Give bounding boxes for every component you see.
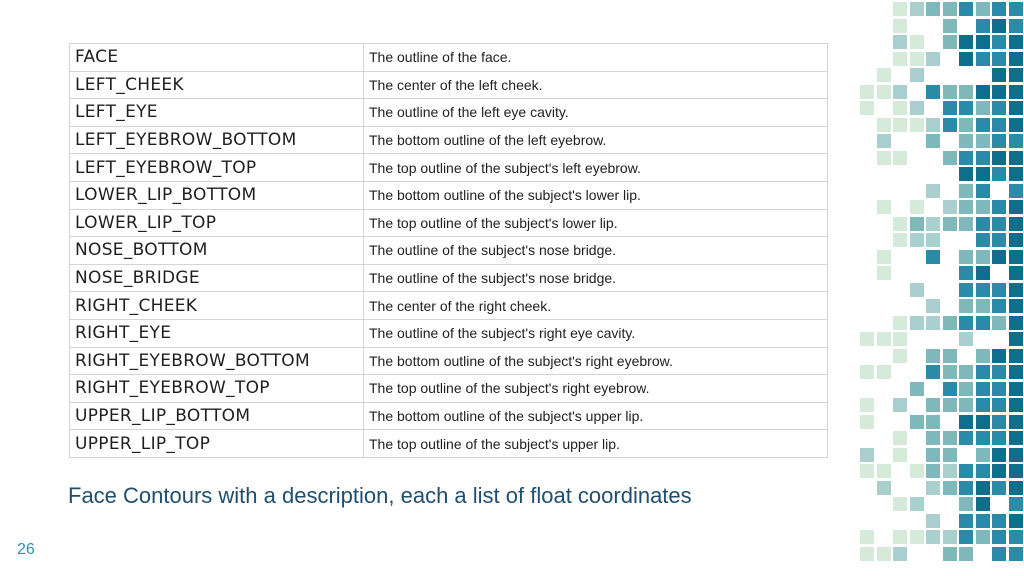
contour-name-cell: RIGHT_EYE	[70, 319, 364, 347]
mosaic-tile	[860, 398, 874, 412]
mosaic-tile	[976, 530, 990, 544]
mosaic-tile	[910, 283, 924, 297]
mosaic-tile	[943, 151, 957, 165]
mosaic-tile	[860, 547, 874, 561]
mosaic-tile	[1009, 233, 1023, 247]
mosaic-tile	[893, 35, 907, 49]
contour-description-cell: The outline of the subject's nose bridge.	[364, 264, 828, 292]
mosaic-tile	[926, 415, 940, 429]
mosaic-tile	[1009, 134, 1023, 148]
mosaic-tile	[893, 448, 907, 462]
mosaic-tile	[926, 481, 940, 495]
mosaic-tile	[992, 118, 1006, 132]
mosaic-tile	[893, 233, 907, 247]
mosaic-tile	[910, 118, 924, 132]
mosaic-tile	[893, 431, 907, 445]
mosaic-tile	[910, 68, 924, 82]
mosaic-tile	[976, 497, 990, 511]
contour-name-cell: RIGHT_EYEBROW_TOP	[70, 375, 364, 403]
contour-description-cell: The bottom outline of the left eyebrow.	[364, 126, 828, 154]
mosaic-tile	[943, 217, 957, 231]
mosaic-tile	[926, 464, 940, 478]
mosaic-tile	[959, 266, 973, 280]
mosaic-tile	[976, 266, 990, 280]
mosaic-tile	[992, 514, 1006, 528]
mosaic-tile	[926, 217, 940, 231]
mosaic-tile	[893, 497, 907, 511]
table-row	[70, 209, 828, 237]
mosaic-tile	[959, 365, 973, 379]
mosaic-tile	[992, 530, 1006, 544]
mosaic-tile	[992, 217, 1006, 231]
mosaic-tile	[926, 530, 940, 544]
mosaic-tile	[992, 464, 1006, 478]
contour-name-cell: UPPER_LIP_BOTTOM	[70, 402, 364, 430]
mosaic-tile	[959, 151, 973, 165]
mosaic-tile	[893, 547, 907, 561]
mosaic-tile	[1009, 415, 1023, 429]
mosaic-tile	[992, 101, 1006, 115]
mosaic-tile	[943, 316, 957, 330]
contour-description-cell: The outline of the face.	[364, 44, 828, 72]
mosaic-tile	[943, 530, 957, 544]
contour-name-cell: RIGHT_CHEEK	[70, 292, 364, 320]
contour-name-cell: NOSE_BOTTOM	[70, 237, 364, 265]
mosaic-tile	[959, 118, 973, 132]
contour-description-cell: The outline of the subject's right eye cavity.	[364, 319, 828, 347]
contour-description-cell: The bottom outline of the subject's lower lip.	[364, 181, 828, 209]
mosaic-tile	[943, 365, 957, 379]
mosaic-tile	[926, 134, 940, 148]
mosaic-tile	[976, 431, 990, 445]
mosaic-tile	[910, 35, 924, 49]
mosaic-tile	[1009, 283, 1023, 297]
mosaic-tile	[959, 52, 973, 66]
contour-description-cell: The top outline of the subject's lower lip.	[364, 209, 828, 237]
mosaic-tile	[910, 415, 924, 429]
mosaic-tile	[943, 200, 957, 214]
mosaic-tile	[910, 52, 924, 66]
mosaic-tile	[926, 233, 940, 247]
mosaic-tile	[926, 398, 940, 412]
mosaic-tile	[976, 167, 990, 181]
mosaic-tile	[992, 2, 1006, 16]
mosaic-tile	[1009, 316, 1023, 330]
mosaic-tile	[992, 547, 1006, 561]
contour-name-cell: LOWER_LIP_TOP	[70, 209, 364, 237]
mosaic-tile	[1009, 530, 1023, 544]
table-row	[70, 181, 828, 209]
contour-name-cell: FACE	[70, 44, 364, 72]
mosaic-tile	[976, 35, 990, 49]
mosaic-tile	[893, 101, 907, 115]
mosaic-tile	[1009, 35, 1023, 49]
mosaic-tile	[926, 118, 940, 132]
mosaic-tile	[992, 349, 1006, 363]
mosaic-tile	[926, 52, 940, 66]
mosaic-tile	[1009, 398, 1023, 412]
mosaic-tile	[877, 68, 891, 82]
mosaic-tile	[959, 217, 973, 231]
mosaic-tile	[992, 68, 1006, 82]
mosaic-tile	[992, 52, 1006, 66]
mosaic-tile	[1009, 431, 1023, 445]
mosaic-tile	[1009, 481, 1023, 495]
mosaic-tile	[1009, 299, 1023, 313]
mosaic-tile	[893, 530, 907, 544]
mosaic-tile	[926, 184, 940, 198]
mosaic-tile	[877, 464, 891, 478]
mosaic-tile	[992, 151, 1006, 165]
mosaic-tile	[926, 431, 940, 445]
table-row	[70, 292, 828, 320]
mosaic-tile	[959, 514, 973, 528]
mosaic-tile	[992, 481, 1006, 495]
mosaic-tile	[926, 2, 940, 16]
mosaic-tile	[992, 167, 1006, 181]
mosaic-tile	[860, 415, 874, 429]
contour-description-cell: The center of the right cheek.	[364, 292, 828, 320]
mosaic-tile	[959, 481, 973, 495]
mosaic-tile	[1009, 167, 1023, 181]
mosaic-tile	[893, 398, 907, 412]
mosaic-tile	[959, 431, 973, 445]
table-row	[70, 99, 828, 127]
mosaic-tile	[877, 200, 891, 214]
mosaic-tile	[959, 200, 973, 214]
mosaic-tile	[943, 547, 957, 561]
slide-caption: Face Contours with a description, each a list of float coordinates	[68, 483, 692, 508]
mosaic-tile	[959, 497, 973, 511]
mosaic-tile	[976, 19, 990, 33]
mosaic-tile	[893, 316, 907, 330]
mosaic-tile	[910, 316, 924, 330]
mosaic-tile	[976, 2, 990, 16]
contour-description-cell: The bottom outline of the subject's right eyebrow.	[364, 347, 828, 375]
mosaic-tile	[959, 283, 973, 297]
page-number: 26	[17, 541, 35, 558]
mosaic-tile	[910, 382, 924, 396]
mosaic-tile	[926, 85, 940, 99]
table-row	[70, 347, 828, 375]
mosaic-tile	[992, 85, 1006, 99]
table-row	[70, 264, 828, 292]
mosaic-tile	[926, 349, 940, 363]
mosaic-tile	[976, 85, 990, 99]
mosaic-tile	[1009, 250, 1023, 264]
mosaic-tile	[910, 2, 924, 16]
contour-name-cell: LEFT_EYEBROW_BOTTOM	[70, 126, 364, 154]
mosaic-tile	[926, 316, 940, 330]
mosaic-tile	[893, 19, 907, 33]
mosaic-tile	[976, 217, 990, 231]
mosaic-tile	[976, 101, 990, 115]
mosaic-tile	[1009, 52, 1023, 66]
mosaic-tile	[877, 134, 891, 148]
table-row	[70, 126, 828, 154]
mosaic-tile	[959, 530, 973, 544]
mosaic-tile	[910, 530, 924, 544]
mosaic-tile	[1009, 151, 1023, 165]
mosaic-tile	[959, 101, 973, 115]
mosaic-tile	[877, 250, 891, 264]
table-body	[70, 44, 828, 458]
mosaic-tile	[1009, 332, 1023, 346]
mosaic-tile	[992, 448, 1006, 462]
mosaic-tile	[926, 299, 940, 313]
mosaic-tile	[959, 35, 973, 49]
mosaic-tile	[1009, 382, 1023, 396]
mosaic-tile	[976, 481, 990, 495]
mosaic-tile	[1009, 497, 1023, 511]
mosaic-tile	[976, 233, 990, 247]
mosaic-tile	[959, 299, 973, 313]
mosaic-tile	[976, 365, 990, 379]
mosaic-tile	[976, 316, 990, 330]
table-row	[70, 44, 828, 72]
mosaic-tile	[1009, 349, 1023, 363]
mosaic-tile	[976, 250, 990, 264]
mosaic-tile	[959, 250, 973, 264]
contour-description-cell: The outline of the left eye cavity.	[364, 99, 828, 127]
mosaic-tile	[976, 349, 990, 363]
mosaic-tile	[943, 448, 957, 462]
mosaic-tile	[910, 217, 924, 231]
mosaic-tile	[992, 299, 1006, 313]
mosaic-tile	[992, 316, 1006, 330]
mosaic-tile	[893, 118, 907, 132]
mosaic-tile	[1009, 365, 1023, 379]
mosaic-tile	[1009, 19, 1023, 33]
mosaic-tile	[860, 332, 874, 346]
contour-name-cell: RIGHT_EYEBROW_BOTTOM	[70, 347, 364, 375]
mosaic-tile	[893, 52, 907, 66]
mosaic-tile	[976, 283, 990, 297]
mosaic-tile	[976, 184, 990, 198]
mosaic-tile	[1009, 184, 1023, 198]
mosaic-tile	[910, 101, 924, 115]
mosaic-tile	[976, 464, 990, 478]
table-row	[70, 402, 828, 430]
mosaic-tile	[1009, 68, 1023, 82]
mosaic-tile	[893, 349, 907, 363]
mosaic-tile	[1009, 85, 1023, 99]
mosaic-tile	[992, 382, 1006, 396]
mosaic-tile	[992, 431, 1006, 445]
mosaic-tile	[943, 2, 957, 16]
mosaic-tile	[976, 299, 990, 313]
mosaic-tile	[943, 19, 957, 33]
mosaic-tile	[893, 85, 907, 99]
contour-description-cell: The top outline of the subject's left eyebrow.	[364, 154, 828, 182]
mosaic-tile	[877, 85, 891, 99]
contour-description-cell: The center of the left cheek.	[364, 71, 828, 99]
mosaic-tile	[976, 514, 990, 528]
mosaic-tile	[959, 382, 973, 396]
mosaic-tile	[877, 481, 891, 495]
mosaic-tile	[976, 118, 990, 132]
contour-description-cell: The top outline of the subject's upper lip.	[364, 430, 828, 458]
table-row	[70, 430, 828, 458]
mosaic-tile	[959, 2, 973, 16]
contours-table	[69, 43, 828, 458]
contour-description-cell: The bottom outline of the subject's upper lip.	[364, 402, 828, 430]
mosaic-tile	[910, 464, 924, 478]
mosaic-tile	[893, 151, 907, 165]
contour-description-cell: The top outline of the subject's right eyebrow.	[364, 375, 828, 403]
contour-name-cell: UPPER_LIP_TOP	[70, 430, 364, 458]
mosaic-tile	[976, 398, 990, 412]
mosaic-tile	[860, 85, 874, 99]
mosaic-tile	[959, 464, 973, 478]
contour-name-cell: LEFT_EYE	[70, 99, 364, 127]
mosaic-tile	[877, 365, 891, 379]
mosaic-tile	[992, 250, 1006, 264]
mosaic-tile	[976, 448, 990, 462]
mosaic-tile	[860, 101, 874, 115]
contour-description-cell: The outline of the subject's nose bridge.	[364, 237, 828, 265]
mosaic-tile	[943, 481, 957, 495]
mosaic-tile	[860, 448, 874, 462]
mosaic-tile	[877, 332, 891, 346]
mosaic-tile	[1009, 464, 1023, 478]
mosaic-tile	[877, 266, 891, 280]
mosaic-tile	[926, 365, 940, 379]
mosaic-tile	[992, 19, 1006, 33]
mosaic-tile	[959, 85, 973, 99]
mosaic-tile	[976, 382, 990, 396]
mosaic-tile	[976, 151, 990, 165]
mosaic-tile	[910, 233, 924, 247]
table-row	[70, 237, 828, 265]
contour-name-cell: LEFT_CHEEK	[70, 71, 364, 99]
mosaic-tile	[926, 514, 940, 528]
mosaic-tile	[1009, 101, 1023, 115]
mosaic-tile	[943, 35, 957, 49]
table-row	[70, 319, 828, 347]
mosaic-tile	[959, 134, 973, 148]
mosaic-tile	[943, 101, 957, 115]
mosaic-tile	[1009, 217, 1023, 231]
mosaic-tile	[959, 167, 973, 181]
mosaic-tile	[1009, 118, 1023, 132]
mosaic-tile	[1009, 514, 1023, 528]
mosaic-tile	[976, 200, 990, 214]
mosaic-tile	[976, 415, 990, 429]
mosaic-tile	[943, 349, 957, 363]
mosaic-tile	[893, 332, 907, 346]
mosaic-tile	[976, 52, 990, 66]
mosaic-tile	[992, 365, 1006, 379]
mosaic-tile	[893, 2, 907, 16]
mosaic-tile	[1009, 2, 1023, 16]
mosaic-tile	[943, 382, 957, 396]
mosaic-tile	[877, 118, 891, 132]
mosaic-tile	[992, 233, 1006, 247]
mosaic-tile	[910, 200, 924, 214]
mosaic-tile	[992, 415, 1006, 429]
mosaic-tile	[1009, 448, 1023, 462]
mosaic-tile	[943, 464, 957, 478]
table-row	[70, 71, 828, 99]
contour-name-cell: NOSE_BRIDGE	[70, 264, 364, 292]
mosaic-tile	[926, 250, 940, 264]
mosaic-tile	[943, 431, 957, 445]
mosaic-tile	[877, 151, 891, 165]
table-row	[70, 154, 828, 182]
mosaic-tile	[877, 547, 891, 561]
mosaic-tile	[943, 85, 957, 99]
contour-name-cell: LEFT_EYEBROW_TOP	[70, 154, 364, 182]
mosaic-tile	[1009, 200, 1023, 214]
mosaic-tile	[1009, 266, 1023, 280]
mosaic-tile	[1009, 547, 1023, 561]
mosaic-tile	[992, 134, 1006, 148]
mosaic-tile	[926, 448, 940, 462]
mosaic-tile	[959, 332, 973, 346]
mosaic-tile	[959, 547, 973, 561]
mosaic-tile	[943, 398, 957, 412]
table-row	[70, 375, 828, 403]
mosaic-tile	[992, 200, 1006, 214]
contour-name-cell: LOWER_LIP_BOTTOM	[70, 181, 364, 209]
mosaic-tile	[860, 530, 874, 544]
mosaic-tile	[893, 217, 907, 231]
mosaic-tile	[943, 118, 957, 132]
mosaic-tile	[959, 415, 973, 429]
mosaic-tile	[910, 497, 924, 511]
mosaic-tile	[959, 316, 973, 330]
mosaic-tile	[992, 35, 1006, 49]
mosaic-tile	[860, 464, 874, 478]
mosaic-tile	[959, 398, 973, 412]
mosaic-tile	[860, 365, 874, 379]
mosaic-tile	[959, 184, 973, 198]
mosaic-tile	[992, 283, 1006, 297]
mosaic-tile	[992, 398, 1006, 412]
mosaic-tile	[976, 134, 990, 148]
